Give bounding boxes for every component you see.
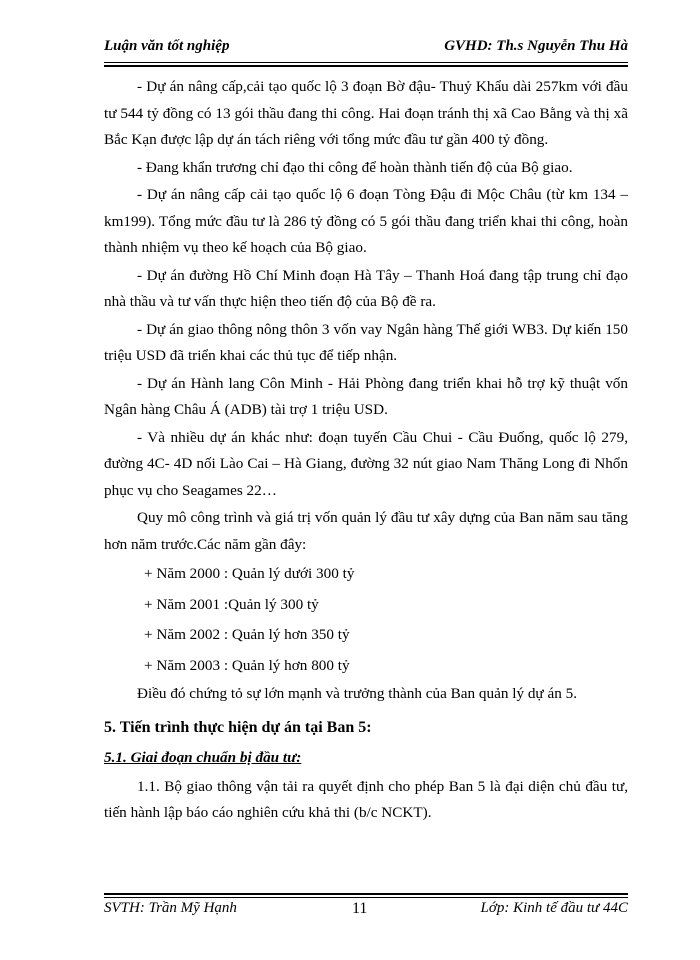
subsection-heading: 5.1. Giai đoạn chuẩn bị đầu tư:: [104, 748, 302, 766]
paragraph: - Dự án Hành lang Côn Minh - Hải Phòng đang triển khai hỗ trợ kỹ thuật vốn Ngân hàng Châu Á (ADB) tài trợ 1 triệu USD.: [104, 374, 628, 418]
paragraph: - Và nhiều dự án khác như: đoạn tuyến Cầu Chui - Cầu Đuống, quốc lộ 279, đường 4C- 4D nối Lào Cai – Hà Giang, đường 32 nút giao Nam Thăng Long đi Nhổn phục vụ cho Seagames 22…: [104, 428, 628, 499]
page-number: 11: [352, 900, 368, 917]
paragraph: - Dự án giao thông nông thôn 3 vốn vay Ngân hàng Thế giới WB3. Dự kiến 150 triệu USD đã triển khai các thủ tục để tiếp nhận.: [104, 320, 628, 364]
paragraph: - Dự án đường Hồ Chí Minh đoạn Hà Tây – Thanh Hoá đang tập trung chỉ đạo nhà thầu và tư vấn thực hiện theo tiến độ của Bộ đề ra.: [104, 266, 628, 310]
footer-rule-thick: [104, 893, 628, 895]
list-item: + Năm 2000 : Quản lý dưới 300 tỷ: [144, 565, 355, 582]
footer-student: SVTH: Trần Mỹ Hạnh: [104, 900, 237, 916]
header-supervisor: GVHD: Th.s Nguyễn Thu Hà: [444, 38, 628, 54]
section-heading: 5. Tiến trình thực hiện dự án tại Ban 5:: [104, 718, 372, 736]
paragraph: - Dự án nâng cấp cải tạo quốc lộ 6 đoạn Tòng Đậu đi Mộc Châu (từ km 134 – km199). Tổng mức đầu tư là 286 tỷ đồng có 5 gói thầu đang triển khai thi công, hoàn thành nhiệm vụ theo kế hoạch của Bộ giao.: [104, 186, 628, 256]
paragraph: - Đang khẩn trương chỉ đạo thi công để hoàn thành tiến độ của Bộ giao.: [137, 158, 573, 176]
paragraph: 1.1. Bộ giao thông vận tải ra quyết định cho phép Ban 5 là đại diện chủ đầu tư, tiến hành lập báo cáo nghiên cứu khả thi (b/c NCKT).: [104, 777, 628, 821]
header-rule: [104, 62, 628, 63]
list-item: + Năm 2001 :Quản lý 300 tỷ: [144, 595, 319, 613]
page-header: [104, 38, 628, 62]
header-thesis-title: Luận văn tốt nghiệp: [104, 38, 230, 54]
header-rule-thick: [104, 65, 628, 67]
paragraph: Quy mô công trình và giá trị vốn quản lý đầu tư xây dựng của Ban năm sau tăng hơn năm trước.Các năm gần đây:: [104, 509, 628, 553]
footer-rule: [104, 897, 628, 898]
page-footer: [104, 900, 628, 922]
list-item: + Năm 2003 : Quản lý hơn 800 tỷ: [144, 656, 350, 674]
list-item: + Năm 2002 : Quản lý hơn 350 tỷ: [144, 626, 350, 643]
footer-class: Lớp: Kinh tế đầu tư 44C: [480, 900, 628, 916]
paragraph: Điều đó chứng tỏ sự lớn mạnh và trưởng thành của Ban quản lý dự án 5.: [137, 685, 577, 702]
paragraph: - Dự án nâng cấp,cải tạo quốc lộ 3 đoạn Bờ đậu- Thuỷ Khẩu dài 257km với đầu tư 544 tỷ đồng có 13 gói thầu đang thi công. Hai đoạn tránh thị xã Cao Bằng và thị xã Bắc Kạn được lập dự án tách riêng với tổng mức đầu tư gần 400 tỷ đồng.: [104, 78, 628, 148]
page-body: [104, 74, 628, 828]
